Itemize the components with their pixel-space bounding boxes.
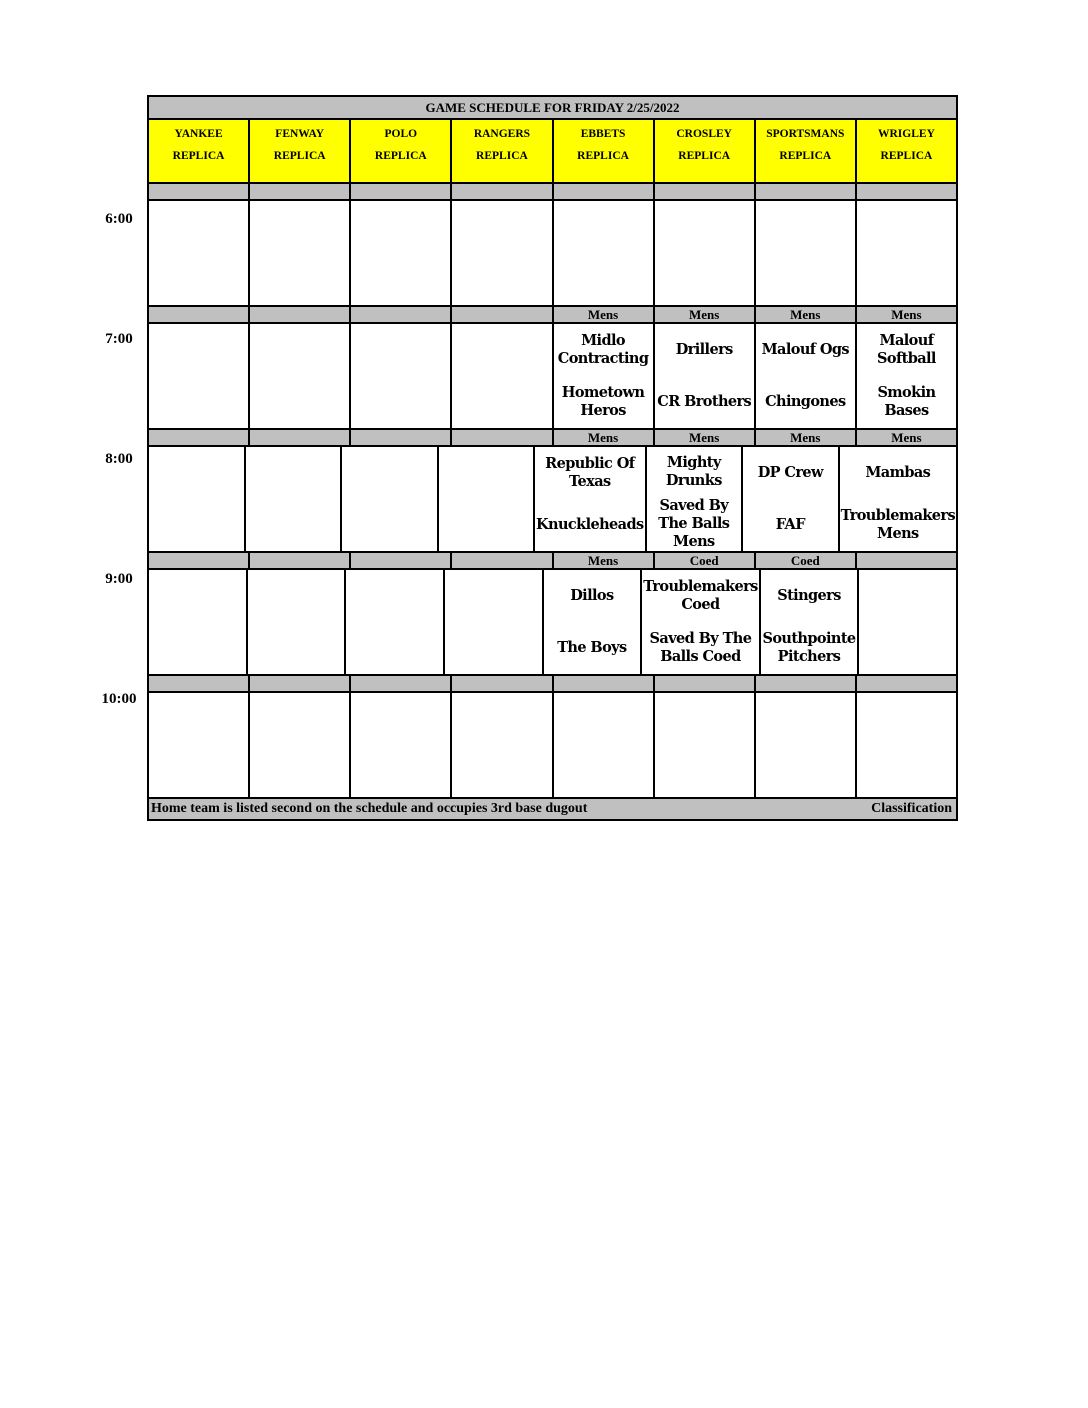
home-team bbox=[859, 622, 956, 674]
away-team bbox=[351, 201, 450, 253]
classification-band bbox=[149, 307, 956, 324]
home-team bbox=[452, 745, 551, 797]
home-team bbox=[342, 499, 437, 551]
field-header bbox=[655, 120, 756, 182]
game-cell bbox=[149, 570, 248, 674]
classification-cell bbox=[452, 676, 553, 691]
classification-cell bbox=[655, 676, 756, 691]
away-team bbox=[149, 693, 248, 745]
game-cell bbox=[149, 324, 250, 428]
classification-cell bbox=[351, 430, 452, 445]
classification-cell bbox=[250, 553, 351, 568]
away-team: Mambas bbox=[865, 464, 931, 481]
away-team bbox=[756, 693, 855, 745]
field-subtitle: REPLICA bbox=[880, 150, 933, 162]
game-cell bbox=[535, 447, 647, 551]
home-team bbox=[248, 622, 345, 674]
game-cell bbox=[761, 570, 860, 674]
home-team bbox=[655, 253, 754, 305]
classification-cell bbox=[857, 553, 956, 568]
game-cell bbox=[351, 201, 452, 305]
time-label: 8:00 bbox=[105, 451, 133, 467]
away-team bbox=[445, 570, 542, 622]
classification-cell bbox=[149, 553, 250, 568]
classification-cell: Mens bbox=[655, 430, 756, 445]
away-team bbox=[250, 201, 349, 253]
game-cell bbox=[149, 447, 246, 551]
home-team bbox=[149, 253, 248, 305]
classification-cell bbox=[250, 430, 351, 445]
away-team bbox=[554, 693, 653, 745]
game-cell bbox=[544, 570, 643, 674]
field-header bbox=[756, 120, 857, 182]
time-label: 9:00 bbox=[105, 571, 133, 587]
away-team bbox=[351, 693, 450, 745]
classification-cell bbox=[250, 184, 351, 199]
away-team: Drillers bbox=[675, 341, 733, 358]
game-row bbox=[149, 201, 956, 307]
field-subtitle: REPLICA bbox=[273, 150, 326, 162]
away-team bbox=[655, 201, 754, 253]
away-team: Mighty Drunks bbox=[665, 454, 722, 489]
game-cell bbox=[857, 324, 956, 428]
game-cell bbox=[857, 693, 956, 797]
game-cell bbox=[647, 447, 744, 551]
game-cell bbox=[250, 201, 351, 305]
away-team bbox=[342, 447, 437, 499]
game-cell bbox=[857, 201, 956, 305]
field-header bbox=[149, 120, 250, 182]
game-cell bbox=[250, 693, 351, 797]
home-team bbox=[554, 253, 653, 305]
classification-cell bbox=[452, 553, 553, 568]
field-name: YANKEE bbox=[174, 128, 223, 140]
field-header bbox=[857, 120, 956, 182]
game-cell bbox=[655, 201, 756, 305]
classification-cell bbox=[250, 676, 351, 691]
home-team bbox=[439, 499, 534, 551]
footer-legend: Classification bbox=[871, 801, 952, 816]
classification-cell bbox=[351, 553, 452, 568]
classification-cell bbox=[149, 307, 250, 322]
field-name: POLO bbox=[384, 128, 418, 140]
game-cell bbox=[439, 447, 536, 551]
field-header-row bbox=[149, 120, 956, 184]
away-team bbox=[250, 324, 349, 376]
time-label: 7:00 bbox=[105, 331, 133, 347]
field-name: CROSLEY bbox=[676, 128, 732, 140]
game-cell bbox=[149, 693, 250, 797]
game-cell bbox=[346, 570, 445, 674]
away-team bbox=[149, 447, 244, 499]
away-team bbox=[246, 447, 341, 499]
field-header bbox=[554, 120, 655, 182]
away-team bbox=[248, 570, 345, 622]
field-subtitle: REPLICA bbox=[678, 150, 731, 162]
field-name: EBBETS bbox=[580, 128, 626, 140]
game-cell bbox=[743, 447, 840, 551]
classification-cell: Mens bbox=[756, 307, 857, 322]
game-row bbox=[149, 693, 956, 799]
home-team bbox=[554, 745, 653, 797]
field-name: WRIGLEY bbox=[878, 128, 935, 140]
classification-cell bbox=[554, 676, 655, 691]
classification-cell: Mens bbox=[554, 307, 655, 322]
field-header bbox=[351, 120, 452, 182]
field-subtitle: REPLICA bbox=[476, 150, 528, 162]
classification-cell bbox=[351, 184, 452, 199]
game-cell bbox=[859, 570, 956, 674]
game-cell bbox=[246, 447, 343, 551]
away-team bbox=[439, 447, 534, 499]
classification-cell bbox=[554, 184, 655, 199]
game-cell bbox=[756, 201, 857, 305]
home-team bbox=[250, 253, 349, 305]
away-team: Republic Of Texas bbox=[545, 455, 635, 490]
home-team: The Boys bbox=[557, 639, 627, 656]
home-team bbox=[149, 745, 248, 797]
away-team bbox=[250, 693, 349, 745]
schedule-title: GAME SCHEDULE FOR FRIDAY 2/25/2022 bbox=[149, 97, 956, 120]
classification-cell bbox=[452, 430, 553, 445]
classification-cell bbox=[149, 676, 250, 691]
game-cell bbox=[642, 570, 760, 674]
home-team bbox=[250, 376, 349, 428]
home-team bbox=[149, 499, 244, 551]
classification-band bbox=[149, 430, 956, 447]
game-row bbox=[149, 570, 956, 676]
classification-cell: Mens bbox=[655, 307, 756, 322]
home-team bbox=[756, 745, 855, 797]
home-team bbox=[452, 376, 551, 428]
game-cell bbox=[250, 324, 351, 428]
home-team bbox=[351, 253, 450, 305]
home-team: Chingones bbox=[765, 393, 846, 410]
home-team bbox=[857, 253, 956, 305]
away-team: Dillos bbox=[570, 587, 614, 604]
home-team: Hometown Heros bbox=[561, 384, 645, 419]
away-team: Midlo Contracting bbox=[557, 332, 649, 367]
home-team bbox=[250, 745, 349, 797]
home-team bbox=[655, 745, 754, 797]
field-header bbox=[452, 120, 553, 182]
home-team bbox=[445, 622, 542, 674]
game-cell bbox=[554, 324, 655, 428]
away-team bbox=[554, 201, 653, 253]
away-team: Malouf Ogs bbox=[761, 341, 849, 358]
away-team: Troublemakers Coed bbox=[643, 578, 758, 613]
game-cell bbox=[149, 201, 250, 305]
time-slots bbox=[149, 184, 956, 799]
classification-cell bbox=[857, 676, 956, 691]
home-team bbox=[756, 253, 855, 305]
game-row bbox=[149, 447, 956, 553]
away-team bbox=[351, 324, 450, 376]
classification-cell bbox=[756, 184, 857, 199]
classification-cell bbox=[351, 676, 452, 691]
away-team bbox=[756, 201, 855, 253]
home-team bbox=[246, 499, 341, 551]
game-cell bbox=[342, 447, 439, 551]
game-cell bbox=[756, 693, 857, 797]
classification-cell: Mens bbox=[554, 430, 655, 445]
classification-cell bbox=[655, 184, 756, 199]
game-cell bbox=[248, 570, 347, 674]
home-team: Southpointe Pitchers bbox=[762, 630, 856, 665]
classification-cell: Coed bbox=[756, 553, 857, 568]
classification-cell bbox=[857, 184, 956, 199]
away-team bbox=[859, 570, 956, 622]
classification-cell: Mens bbox=[756, 430, 857, 445]
home-team bbox=[149, 376, 248, 428]
away-team bbox=[149, 324, 248, 376]
classification-cell bbox=[452, 307, 553, 322]
home-team bbox=[351, 376, 450, 428]
time-label: 10:00 bbox=[101, 691, 137, 707]
classification-cell: Mens bbox=[891, 307, 922, 322]
classification-cell: Coed bbox=[655, 553, 756, 568]
home-team: Knuckleheads bbox=[536, 516, 644, 533]
field-name: RANGERS bbox=[473, 128, 531, 140]
game-cell bbox=[554, 693, 655, 797]
away-team bbox=[857, 201, 956, 253]
classification-band bbox=[149, 553, 956, 570]
away-team: DP Crew bbox=[757, 464, 823, 481]
home-team: CR Brothers bbox=[657, 393, 752, 410]
game-cell bbox=[756, 324, 857, 428]
footer-bar bbox=[149, 799, 956, 819]
field-subtitle: REPLICA bbox=[374, 150, 427, 162]
field-header bbox=[250, 120, 351, 182]
away-team bbox=[655, 693, 754, 745]
away-team bbox=[857, 693, 956, 745]
game-cell bbox=[452, 693, 553, 797]
classification-band bbox=[149, 184, 956, 201]
field-subtitle: REPLICA bbox=[577, 150, 629, 162]
home-team: Saved By The Balls Coed bbox=[649, 630, 752, 665]
classification-cell bbox=[250, 307, 351, 322]
time-label: 6:00 bbox=[105, 211, 133, 227]
away-team bbox=[346, 570, 443, 622]
classification-cell bbox=[351, 307, 452, 322]
away-team bbox=[452, 324, 551, 376]
home-team: Smokin Bases bbox=[877, 384, 936, 419]
game-cell bbox=[351, 693, 452, 797]
game-cell bbox=[452, 201, 553, 305]
home-team bbox=[857, 745, 956, 797]
classification-band bbox=[149, 676, 956, 693]
home-team bbox=[346, 622, 443, 674]
game-row bbox=[149, 324, 956, 430]
schedule-table bbox=[147, 95, 958, 821]
field-name: SPORTSMANS bbox=[766, 128, 845, 140]
home-team bbox=[452, 253, 551, 305]
classification-cell bbox=[149, 184, 250, 199]
game-cell bbox=[554, 201, 655, 305]
game-cell bbox=[445, 570, 544, 674]
home-team bbox=[351, 745, 450, 797]
away-team bbox=[452, 693, 551, 745]
away-team bbox=[149, 201, 248, 253]
game-cell bbox=[452, 324, 553, 428]
game-cell bbox=[840, 447, 956, 551]
home-team: Saved By The Balls Mens bbox=[658, 497, 730, 550]
game-cell bbox=[655, 693, 756, 797]
home-team bbox=[149, 622, 246, 674]
home-team: FAF bbox=[775, 516, 805, 533]
away-team bbox=[452, 201, 551, 253]
classification-cell bbox=[149, 430, 250, 445]
field-subtitle: REPLICA bbox=[172, 150, 225, 162]
away-team: Stingers bbox=[777, 587, 841, 604]
away-team: Malouf Softball bbox=[877, 332, 936, 367]
game-cell bbox=[655, 324, 756, 428]
classification-cell bbox=[756, 676, 857, 691]
classification-cell: Mens bbox=[891, 430, 922, 445]
field-subtitle: REPLICA bbox=[779, 150, 832, 162]
footer-note: Home team is listed second on the schedule and occupies 3rd base dugout bbox=[151, 801, 588, 816]
game-cell bbox=[351, 324, 452, 428]
field-name: FENWAY bbox=[275, 128, 325, 140]
classification-cell bbox=[452, 184, 553, 199]
classification-cell: Mens bbox=[554, 553, 655, 568]
home-team: Troublemakers Mens bbox=[840, 507, 956, 542]
away-team bbox=[149, 570, 246, 622]
